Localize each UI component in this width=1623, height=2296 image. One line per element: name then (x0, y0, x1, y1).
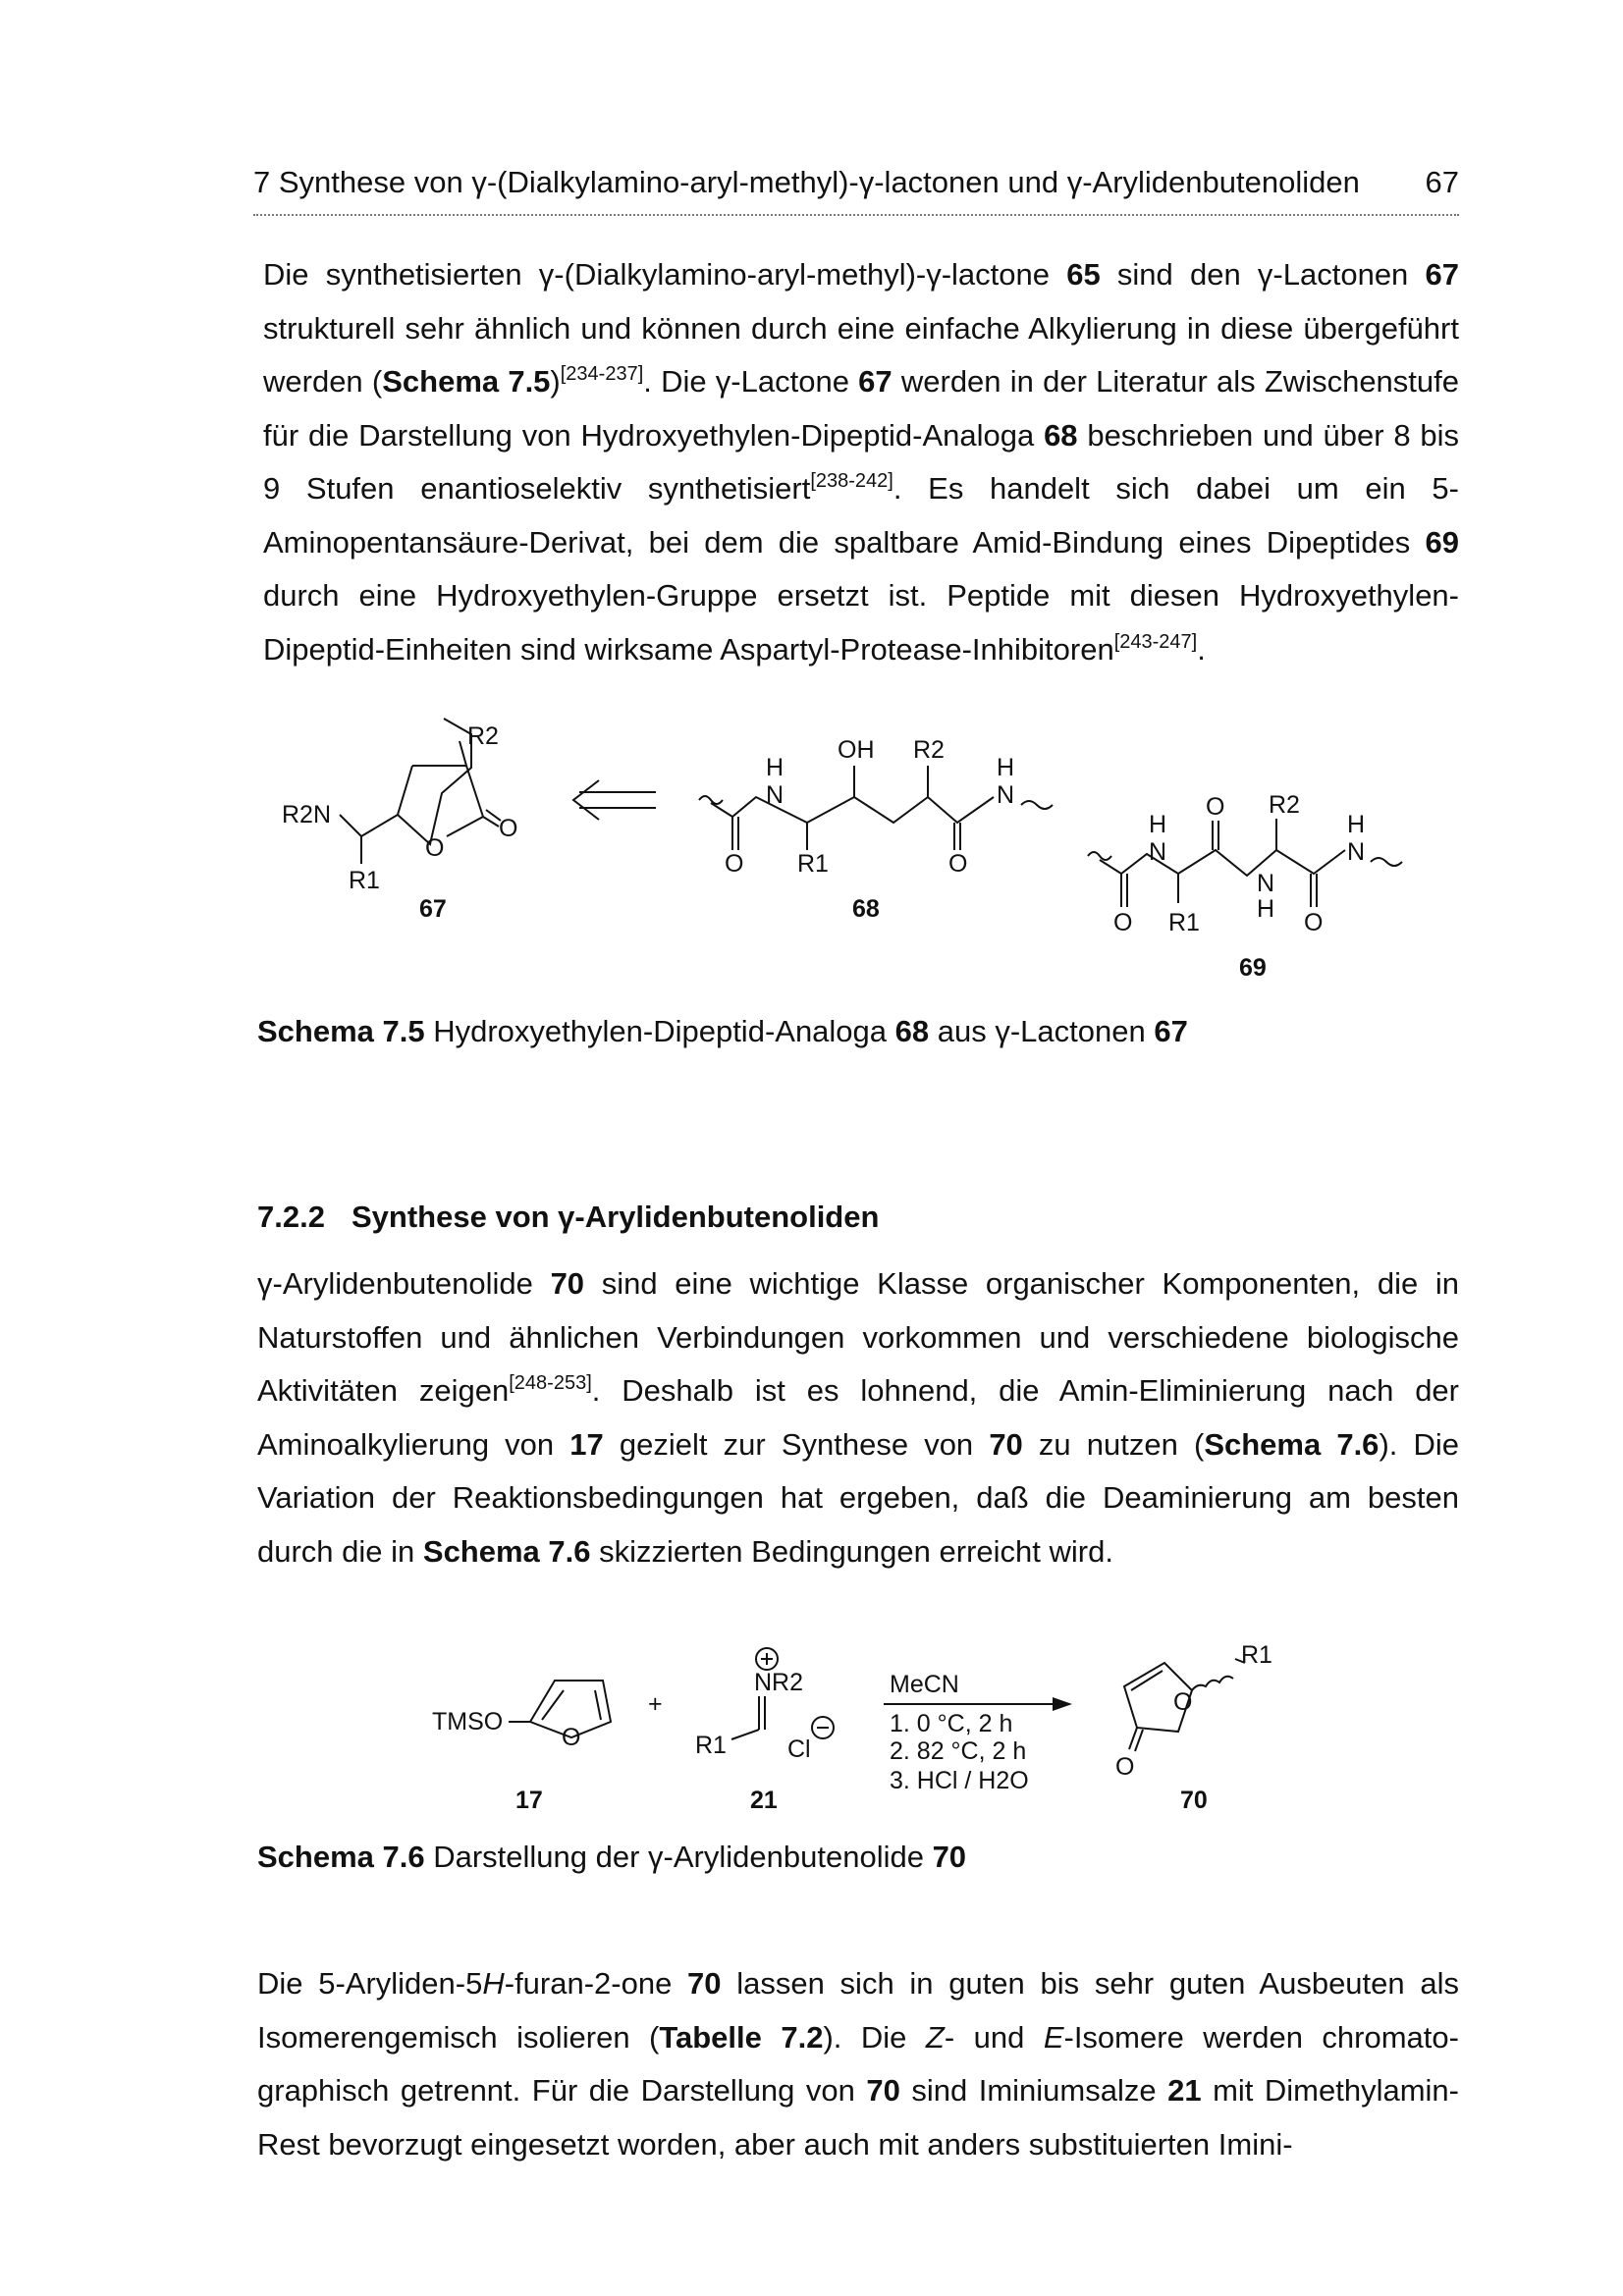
text: sind Iminiumsalze (899, 2073, 1168, 2108)
text: sind eine wichtige Klasse organischer Komponenten, die in Naturstoffen und ähnlichen Verbindungen vorkommen und verschiedene biologische Aktivitäten zeigen (257, 1266, 1459, 1408)
compound-ref: 67 (1154, 1014, 1188, 1048)
caption-label: Schema 7.5 (257, 1014, 425, 1048)
text: skizzierten Bedingungen erreicht wird. (590, 1533, 1113, 1569)
reaction-arrow (884, 1671, 1072, 1794)
text: . Es handelt sich dabei um ein 5-Aminopentansäure-Derivat, bei dem die spaltbare Amid-Bindung eines Dipeptides (263, 471, 1459, 560)
compound-ref: 70 (687, 1966, 722, 2001)
scheme-ref: Schema 7.6 (422, 1533, 591, 1569)
caption-label: Schema 7.6 (257, 1840, 425, 1874)
paragraph-3 (257, 1957, 1459, 2171)
text: Die 5-Aryliden-5 (257, 1966, 483, 2001)
structure-70 (1115, 1641, 1272, 1814)
scheme-7-6-caption (257, 1840, 966, 1875)
caption-text: aus γ-Lactonen (929, 1014, 1155, 1048)
compound-number-21: 21 (750, 1787, 778, 1814)
text: mit Dimethylamin-Rest bevorzugt eingesetzt worden, aber auch mit anders substituierten Imini- (257, 2073, 1459, 2162)
caption-text: Hydroxyethylen-Dipeptid-Analoga (424, 1014, 895, 1048)
text: -Isomere werden chromatographisch getrennt. Für die Darstellung von (257, 2019, 1459, 2108)
caption-text: Darstellung der γ-Arylidenbutenolide (424, 1840, 933, 1874)
text: sind den γ-Lactonen (1100, 257, 1426, 292)
plus-sign: + (648, 1690, 663, 1718)
condition-step-1: 1. 0 °C, 2 h (890, 1710, 1013, 1737)
compound-number-67: 67 (419, 895, 447, 923)
text: Die synthetisierten γ-(Dialkylamino-aryl-methyl)-γ-lactone (263, 257, 1067, 292)
compound-ref: 68 (894, 1014, 930, 1048)
italic-text: H (482, 1966, 505, 2001)
tmso-label: TMSO (432, 1708, 504, 1735)
compound-number-17: 17 (515, 1787, 543, 1814)
text: . Die γ-Lactone (643, 364, 859, 399)
oxygen-left: O (725, 850, 744, 878)
compound-ref: 70 (989, 1426, 1023, 1462)
citation: [243-247] (1113, 630, 1198, 653)
text: lassen sich in guten bis sehr guten Ausbeuten als Isomerengemisch isolieren ( (257, 1966, 1459, 2055)
citation: [248-253] (509, 1372, 592, 1394)
r2-label: R2 (1269, 791, 1300, 819)
section-number: 7.2.2 (257, 1200, 325, 1234)
ring-oxygen: O (1173, 1688, 1193, 1716)
r1-label: R1 (1168, 909, 1200, 936)
amide-h-1: H (1149, 811, 1167, 838)
citation: [234-237] (560, 363, 644, 385)
compound-ref: 69 (1425, 524, 1459, 560)
carbonyl-oxygen: O (499, 815, 518, 842)
italic-text: E (1043, 2019, 1064, 2055)
compound-number-70: 70 (1180, 1787, 1208, 1814)
compound-number-68: 68 (852, 895, 880, 923)
condition-step-3: 3. HCl / H2O (890, 1767, 1029, 1794)
compound-ref: 17 (569, 1426, 604, 1462)
scheme-ref: Schema 7.6 (1204, 1426, 1380, 1462)
oxygen-left: O (1113, 909, 1133, 936)
amide-h-2: H (1257, 895, 1275, 923)
text: ). Die Variation der Reaktionsbedingungen hat ergeben, daß die Deaminierung am besten durch die in (257, 1426, 1460, 1569)
amide-n-2: N (1257, 870, 1275, 897)
oxygen-right: O (948, 850, 968, 878)
nr2-label: NR2 (754, 1669, 804, 1696)
amide-h-3: H (1347, 811, 1366, 838)
amide-n-1: N (1149, 838, 1167, 866)
oxygen-top: O (1206, 793, 1225, 821)
furan-oxygen: O (562, 1724, 581, 1751)
amide-n-3: N (1347, 838, 1366, 866)
header-title: 7 Synthese von γ-(Dialkylamino-aryl-methyl)-γ-lactonen und γ-Arylidenbutenoliden (253, 165, 1360, 199)
chloride-label: Cl (787, 1735, 811, 1763)
carbonyl-oxygen: O (1115, 1753, 1135, 1781)
compound-ref: 68 (1044, 417, 1078, 453)
text: . Deshalb ist es lohnend, die Amin-Eliminierung nach der Aminoalkylierung von (257, 1373, 1459, 1462)
r1-label: R1 (695, 1732, 727, 1759)
r2-label: R2 (913, 736, 945, 764)
r2-label: R2 (467, 722, 499, 750)
compound-number-69: 69 (1239, 954, 1267, 982)
structure-17 (432, 1681, 611, 1814)
hydroxy-label: OH (838, 736, 875, 764)
text: zu nutzen ( (1022, 1426, 1205, 1462)
amide-n-right: N (997, 781, 1015, 809)
compound-ref: 70 (550, 1266, 585, 1301)
text: . (1197, 631, 1206, 667)
text: beschrieben und über 8 bis 9 Stufen enantioselektiv synthetisiert (263, 417, 1459, 506)
amide-n-left: N (766, 781, 784, 809)
compound-ref: 65 (1066, 257, 1101, 292)
oxygen-right: O (1304, 909, 1324, 936)
citation: [238-242] (810, 470, 893, 492)
condition-step-2: 2. 82 °C, 2 h (890, 1737, 1027, 1765)
scheme-ref: Schema 7.5 (382, 364, 551, 399)
text: durch eine Hydroxyethylen-Gruppe ersetzt ist. Peptide mit diesen Hydroxyethylen-Dipeptid-Einheiten sind wirksame Aspartyl-Protease-Inhibitoren (263, 578, 1459, 667)
compound-ref: 70 (866, 2073, 900, 2108)
amide-h-right: H (997, 754, 1015, 781)
table-ref: Tabelle 7.2 (659, 2019, 824, 2055)
r1-label: R1 (349, 867, 380, 894)
r1-label: R1 (1241, 1641, 1272, 1669)
italic-text: Z (925, 2019, 945, 2055)
text: ). Die (823, 2019, 926, 2055)
page-number: 67 (1425, 165, 1459, 199)
condition-solvent: MeCN (890, 1671, 959, 1698)
section-title: Synthese von γ-Arylidenbutenoliden (352, 1200, 880, 1234)
text: strukturell sehr ähnlich und können durch eine einfache Alkylierung in diese übergeführt werden ( (263, 310, 1459, 399)
text: werden in der Literatur als Zwischenstufe für die Darstellung von Hydroxyethylen-Dipeptid-Analoga (263, 364, 1460, 453)
compound-ref: 67 (1425, 257, 1459, 292)
text: - und (944, 2019, 1044, 2055)
structure-21 (695, 1648, 834, 1814)
text: gezielt zur Synthese von (603, 1426, 990, 1462)
r2n-label: R2N (282, 801, 332, 828)
text: γ-Arylidenbutenolide (257, 1266, 551, 1301)
compound-ref: 67 (858, 364, 893, 399)
text: -furan-2-one (504, 1966, 688, 2001)
compound-ref: 70 (932, 1840, 967, 1874)
text: ) (550, 364, 561, 399)
compound-ref: 21 (1167, 2073, 1202, 2108)
amide-h-left: H (766, 754, 784, 781)
ring-oxygen: O (425, 834, 445, 862)
r1-label: R1 (797, 850, 829, 878)
